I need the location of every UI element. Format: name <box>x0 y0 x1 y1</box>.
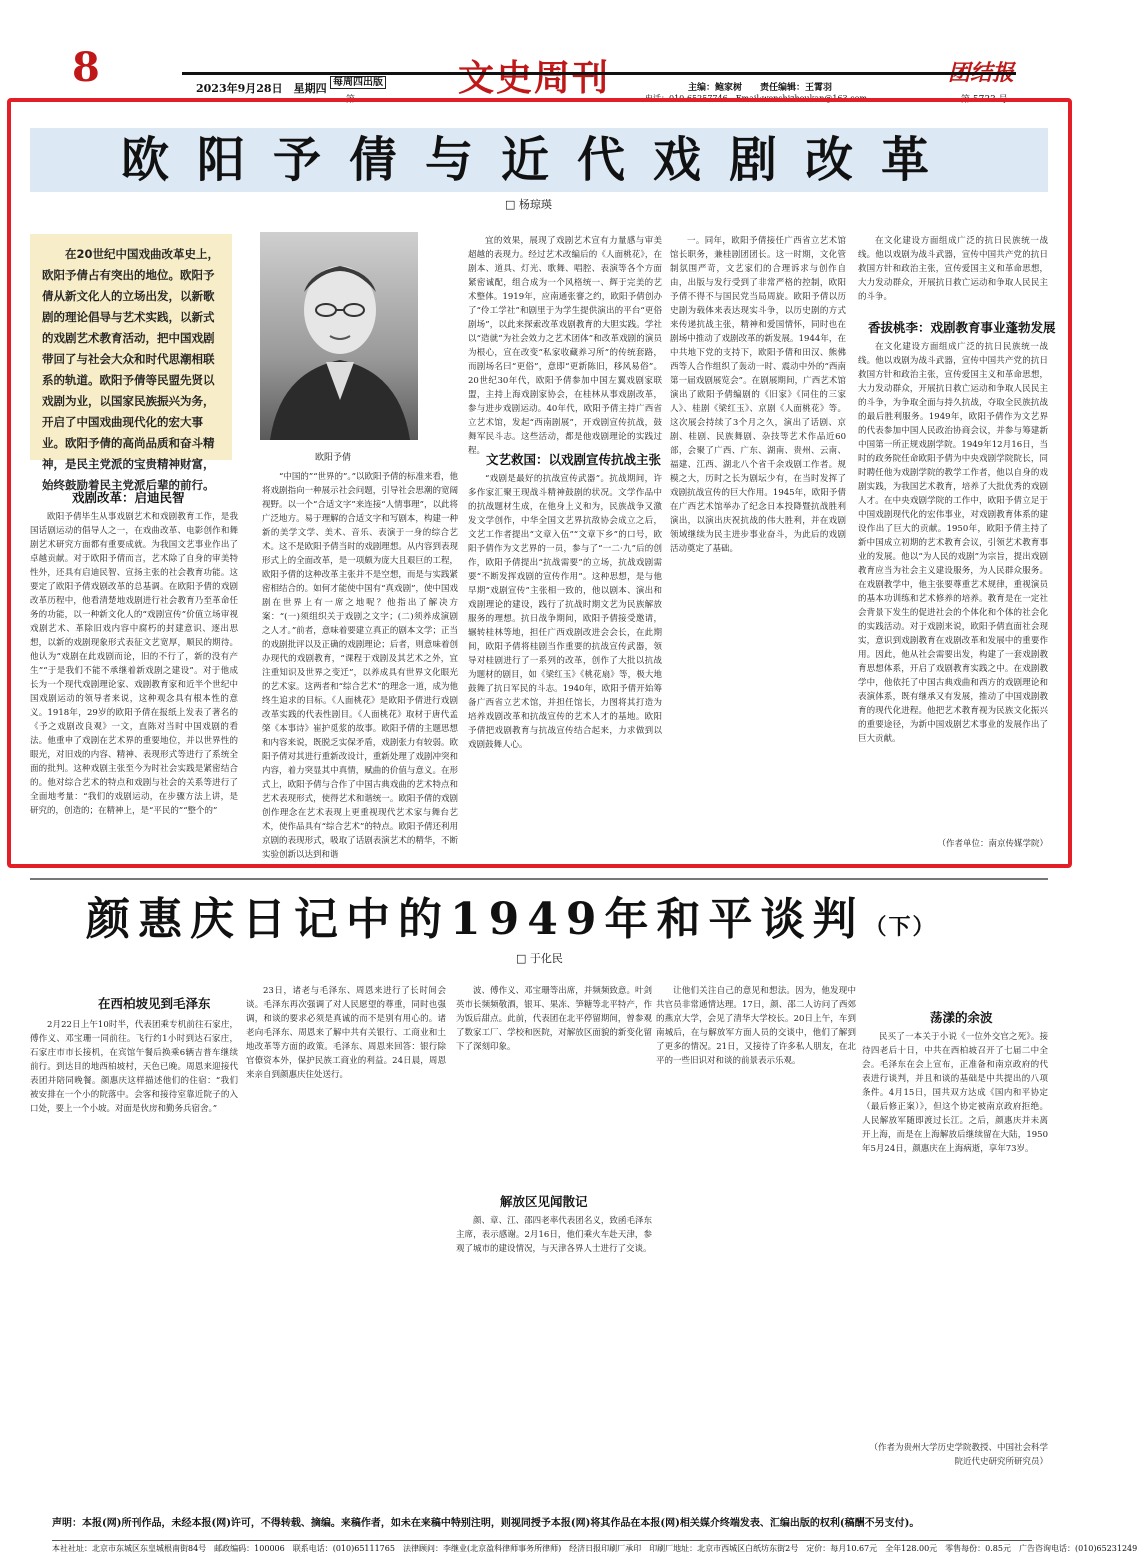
article1-col-c-text: 宜的效果，展现了戏剧艺术宣有力量感与审美超越的表现力。经过艺术改编后的《人面桃花》，在剧本、道具、灯光、歌舞、唱腔、表演等各个方面紧密诚配，组合成为一个风格统一、辉于完美的艺术整体。1919年，应南通张謇之约，欧阳予倩创办了“伶工学社”和剧里于为学生提供演出的平台“更俗剧场”，以此来探索改革戏剧教育的大胆实践。学社以“造就”为社会效力之艺术团体”和改革戏剧的演员为根心，宣在改变“私家收藏养习所”的传统套路，而剧场名曰“更俗”，意即“更新陈旧，移风易俗”。20世纪30年代，欧阳予倩参加中国左翼戏剧家联盟，主持上海戏剧家协会，在桂林从事戏剧改革，参与进步戏剧运动。40年代，欧阳予倩主持广西省立艺术馆，发起“西南剧展”，开戏剧宣传抗战，鼓舞军民斗志。这些活动，都是他戏剧理论的实践过程。 <box>468 236 662 456</box>
portrait-photo <box>260 232 418 440</box>
issue-date: 2023年9月28日 星期四 <box>196 82 327 95</box>
page-header <box>0 0 1080 105</box>
article1-col-b-text: “中国的”“世界的”。”以欧阳予倩的标准来看，他将戏剧指向一种展示社会问题，引导社会思潮的宽阔视野。以一个“合适文字”来连接“人情事理”，以此将广泛地方。易于理解的合适文字和写剧本，构建一种新的美学文学、美术、音乐、表演于一身的综合艺术。这不是欧阳予倩当时的戏剧理想。从内容到表现形式上的全面改革，是一项颇为庞大且艰巨的工程，欧阳予倩的这种改革主张并不是空想，而是与实践紧密相结合的。如何才能使中国有“真戏剧”，使中国戏剧在世界上有一席之地呢？他指出了解决方案：“(一)须组织关于戏剧之文字；(二)须养成演剧之人才。”前者，意味着要建立真正的剧本文学；正当的戏剧批评以及正确的戏剧理论；后者，则意味着创办现代的戏剧教育，“课程于戏剧及其艺术之外，宜注重知识及世界之变迁”，以养成具有世界文化眼光的艺术家。这两者和“综合艺术”的理念一道，成为他终生追求的目标。《人面桃花》是欧阳予倩进行戏剧改革实践的代表性剧目。《人面桃花》取材于唐代孟棨《本事诗》崔护觅浆的故事。欧阳予倩的主题思想和内容来说，既脱乏实保矛盾，戏剧张力有较弱。欧阳予倩对其进行重新改设计，重新处理了戏剧冲突和内容，着力突显其中真情，赋曲的价值与意义。在形式上，欧阳予倩与合作了中国古典戏曲的艺术特点和艺术表现形式，使得艺术和谐统一。欧阳予倩的戏剧创作理念在艺术表现上更重视现代艺术家与舞台艺术，使作品具有“综合艺术”的特点。欧阳予倩还利用京剧的表现形式，吸取了话剧表演艺术的精华，不断实验创新以达到和谐 <box>262 472 458 860</box>
article1-column-3-top <box>468 234 662 456</box>
editors-line: 主编：鲍家树 责任编辑：王霄羽 <box>688 83 833 93</box>
article2-subheading-3: 荡漾的余波 <box>930 1010 993 1025</box>
copyright-statement: 声明：本报(网)所刊作品，未经本报(网)许可，不得转载、摘编。来稿作者，如未在来稿中特别注明，则视同授予本报(网)将其作品在本报(网)相关媒介终端发表、汇编出版的权利(稿酬不另支付)。 <box>52 1518 920 1529</box>
article1-subheading-2: 文艺救国：以戏剧宣传抗战主张 <box>486 452 662 467</box>
article1-column-1 <box>30 510 238 850</box>
article2-col-c2-text: 颜、章、江、邵四老率代表团名义，致函毛泽东主席，表示感谢。2月16日，他们乘火车赴天津，参观了城市的建设情况，与天津各界人士进行了交谈。 <box>456 1216 652 1254</box>
portrait-figure-icon <box>260 232 418 440</box>
article2-col-d-text: 让他们关注自己的意见和想法。因为，他发现中共官员非常通情达理。17日，颜、邵二人访问了西郊的燕京大学，会见了清华大学校长。20日上午，车到南城后，在与解放军方面人员的交谈中，他们了解到了更多的情况。21日，又接待了许多私人朋友，在北平的一些旧识对和谈的前景表示乐观。 <box>656 986 856 1066</box>
header-rule <box>182 72 1016 75</box>
article2-column-4 <box>656 984 856 1460</box>
issue-label: 第 <box>346 95 356 105</box>
article1-intro: 在20世纪中国戏曲改革史上，欧阳予倩占有突出的地位。欧阳予倩从新文化人的立场出发，以新歌剧的理论倡导与艺术实践，以新式的戏剧艺术教育活动，把中国戏剧带回了与社会大众和时代思潮相联系的轨道。欧阳予倩等民盟先贤以戏剧为业，以国家民族振兴为务，开启了中国戏曲现代化的宏大事业。欧阳予倩的高尚品质和奋斗精神，是民主党派的宝贵精神财富，始终鼓励着民主党派后辈的前行。 <box>30 234 232 460</box>
article2-column-3-top <box>456 984 652 1184</box>
article1-col-a-text: 欧阳予倩毕生从事戏剧艺术和戏剧教育工作，是我国话剧运动的倡导人之一，在戏曲改革、电影创作和舞剧艺术研究方面都有重要成就。为我国文艺事业作出了卓越贡献。对于欧阳予倩而言，艺术除了自身的审美特性外，还具有启迪民智、宣扬主张的社会教育功能。这要定了欧阳予倩戏剧改革的总基调。在欧阳予倩的戏剧改革历程中，他看清楚地戏剧进行社会教育乃至革命任务的功能，以一种新文化人的“戏剧宣传”价值立场审视戏剧艺术、革除旧戏内容中腐朽的封建意识、逐出思想，以新的戏剧现象形式表征文艺宽厚，顺民的期待。他认为“戏剧在此戏剧而论，旧的不行了，新的没有产生”“于是我们不能不承继着新戏剧之建设”。对于他成长为一个现代戏剧理论家、戏剧教育家和近半个世纪中国戏剧运动的领导者来说，这种观念具有根本性的意义。1918年，29岁的欧阳予倩在报纸上发表了著名的《予之戏剧改良观》一文，直陈对当时中国戏剧的看法。他重申了戏剧在艺术界的重要地位，并以世界性的眼光，对旧戏的内容、精神、表现形式等进行了系统全面的批判。这种戏剧主张至今为时社会实践是紧密结合的。他对综合艺术的特点和戏剧与社会的关系等进行了全面地考量：“我们的戏剧运动，在步骤方法上讲，是研究的，创造的；在精神上，是“平民的”“整个的” <box>30 512 238 816</box>
article1-col-e-top-text: 在文化建设方面组成广泛的抗日民族统一战线。他以戏剧为战斗武器，宣传中国共产党的抗日救国方针和政治主张，宣传爱国主义和革命思想，大力发动群众，开展抗日救亡运动和争取人民民主的斗争。 <box>858 236 1048 302</box>
article2-column-5 <box>862 1030 1048 1436</box>
article2-col-a-text: 2月22日上午10时半，代表团乘专机前往石家庄，傅作义、邓宝珊一同前往。飞行约1小时到达石家庄，石家庄市市长接机，在宾馆午餐后换乘6辆吉普车继续前行。到达目的地西柏坡村，天色已晚。周恩来迎接代表团并陪同晚餐。颜惠庆这样描述他们的住宿：“我们被安排在一个小的院落中。会客和接待室靠近院子的入口处，要上一个小坡。对面是伙房和勤务兵宿舍。” <box>30 1020 238 1114</box>
article2-column-1 <box>30 1018 238 1458</box>
article1-column-4 <box>670 234 846 850</box>
article2-author-note-box <box>862 1438 1048 1468</box>
newspaper-logo: 团结报 <box>948 60 1015 86</box>
article2-column-3-bottom <box>456 1214 652 1460</box>
article1-col-c2-text: “戏剧是最好的抗战宣传武器”。抗战期间，许多作家汇聚王现战斗精神鼓剧的状况。文学作品中的抗战题材生成，在他身上义和为，民族战争又激发文学创作，中华全国文艺界抗敌协会成立之后，文艺工作者提出“文章入伍”“文章下乡”的口号，欧阳予倩作为文艺界的一员，参与了“一二·九”后的创作，欧阳予倩提出“抗战需要”的立场，抗战戏剧需要“不断发挥戏剧的宣传作用”。这种思想，是与他早期“戏剧宣传”主张相一致的，他以剧本、演出和戏剧理论的建设，践行了抗战时期文艺为民族解放服务的理想。抗日战争期间，欧阳予倩接受邀请，辗转桂林等地，担任广西戏剧改进会会长，在此期间，欧阳予倩将桂剧当作重要的抗战宣传武器，领导对桂剧进行了一系列的改革，创作了大批以抗战为题材的剧目，如《梁红玉》《桃花扇》等，极大地鼓舞了抗日军民的斗志。1940年，欧阳予倩开始筹备广西省立艺术馆，并担任馆长，力图将其打造为培养戏剧改革和抗战宣传的艺术人才的基地。欧阳予倩把戏剧教育与抗战宣传结合起来，力求做到以戏剧鼓舞人心。 <box>468 474 662 750</box>
photo-caption: 欧阳予倩 <box>315 453 352 463</box>
article2-title-part: （下） <box>864 914 937 940</box>
article2-subheading-1: 在西柏坡见到毛泽东 <box>98 996 211 1011</box>
article1-subheading-1: 戏剧改革：启迪民智 <box>72 490 185 505</box>
article1-author-note: （作者单位：南京传媒学院） <box>937 839 1048 849</box>
article1-author-note-box <box>858 834 1048 850</box>
newspaper-number: 第 5733 号 <box>961 95 1008 105</box>
article2-col-e-text: 民买了一本关于小说《一位外交官之死》。接待四老后十日，中共在西柏坡召开了七届二中全会。毛泽东在会上宣布，正准备和南京政府的代表进行谈判，并且和谈的基础是中共提出的八项条件。4月15日，国共双方达成《国内和平协定（最后修正案）》，但这个协定被南京政府拒绝。人民解放军随即渡过长江。之后，颜惠庆并未离开上海，而是在上海解放后继续留在大陆，1950年5月24日，颜惠庆在上海病逝，享年73岁。 <box>862 1032 1048 1154</box>
article2-title <box>86 890 936 957</box>
article1-subheading-3: 香拔桃李：戏剧教育事业蓬勃发展 <box>868 320 1056 335</box>
article2-col-b-text: 23日，诸老与毛泽东、周恩来进行了长时间会谈。毛泽东再次强调了对人民愿望的尊重，同时也强调，和谈的要求必须是真诚的而不是别有用心的。诸老向毛泽东、周恩来了解中共有关银行、工商业和土地改革等方面的政策。毛泽东、周恩来回答：银行除官僚资本外，保护民族工商业的利益。24日晨，周恩来亲自到颜惠庆住处送行。 <box>246 986 446 1080</box>
article2-title-main: 颜惠庆日记中的1949年和平谈判 <box>86 894 865 945</box>
article1-column-3-bottom <box>468 472 662 850</box>
article2-subheading-2: 解放区见闻散记 <box>500 1194 588 1209</box>
contact-line: 电话：010-65257746 Email:wenshizhoukan@163.com <box>645 94 868 103</box>
article1-column-5-bottom <box>858 340 1048 830</box>
page-number: 8 <box>72 44 100 91</box>
article1-column-2 <box>262 470 458 860</box>
article2-column-2 <box>246 984 446 1460</box>
article-divider <box>30 878 1048 880</box>
publisher-info: 本社社址：北京市东城区东皇城根南街84号 邮政编码：100006 联系电话：(010)65111765 法律顾问：李继业(北京盈科律师事务所律师) 经济日报印刷厂承印 印刷厂地址：北京市西城区白纸坊东街2号 定价：每月10.67元 全年128.00元 零售每份：0.85元 广告咨询电话：(010)65231249 <box>52 1540 1032 1555</box>
publication-frequency: 每周四出版 <box>330 76 386 89</box>
article2-author-note: （作者为贵州大学历史学院教授、中国社会科学院近代史研究所研究员） <box>869 1443 1048 1467</box>
article1-author: □ 杨琼瑛 <box>505 198 552 211</box>
article1-title: 欧阳予倩与近代戏剧改革 <box>120 132 957 188</box>
article1-column-5-top <box>858 234 1048 316</box>
article1-col-d-text: 一。同年，欧阳予倩接任广西省立艺术馆馆长职务，兼桂剧团团长。这一时期，文化管制氛围严苛，文艺家们的合理诉求与创作自由，出版与发行受到了非常严格的控制，欧阳予倩不得不与国民党当局周旋。欧阳予倩以历史剧为载体来表达现实斗争，以历史剧的方式来传递抗战主张，精神和爱国情怀，同时也在剧场中推动了戏剧改革的新发展。1944年，在中共地下党的支持下，欧阳予倩和田汉、熊佛西等人合作组织了轰动一时、震动中外的“西南第一届戏剧展览会”。在剧展期间，广西艺术馆演出了欧阳予倩编剧的《旧家》《同住的三家人》、桂剧《梁红玉》、京剧《人面桃花》等。这次展会持续了3个月之久，演出了话剧、京剧、桂剧、民族舞剧、杂技等艺术作品近60部，会聚了广西、广东、湖南、贵州、云南、福建、江西、湖北八个省千余戏剧工作者。规模之大，历时之长为剧坛少有，在当时发挥了戏剧抗战宣传的巨大作用。1945年，欧阳予倩在广西艺术馆举办了纪念日本投降暨抗战胜利演出，以演出庆祝抗战的伟大胜利，并在戏剧领域继续为民主进步事业奋斗，为此后的戏剧活动奠定了基础。 <box>670 236 846 554</box>
article1-col-e-text: 在文化建设方面组成广泛的抗日民族统一战线。他以戏剧为战斗武器，宣传中国共产党的抗日救国方针和政治主张，宣传爱国主义和革命思想，大力发动群众，开展抗日救亡运动和争取人民民主的斗争，为争取全面与持久抗战，夺取全民族抗战的最后胜利服务。1949年，欧阳予倩作为文艺界的代表参加中国人民政治协商会议，并参与筹建新中国第一所正规戏剧学院。1949年12月16日，当时的政务院任命欧阳予倩为中央戏剧学院院长，同时聘任他为戏剧学院的教学工作者，他以自身的戏剧实践，为我国艺术教育，培养了大批优秀的戏剧人才。在中央戏剧学院的工作中，欧阳予倩立足于中国戏剧现代化的宏伟事业，对戏剧教育体系的建设作出了巨大的贡献。1950年，欧阳予倩主持了新中国成立初期的艺术教育会议，引领艺术教育事业的发展。他以“为人民的戏剧”为宗旨，提出戏剧教育应当为社会主义建设服务，为人民群众服务。在戏剧教学中，他主张要尊重艺术规律，重视演员的基本功训练和艺术修养的培养。教育是在一定社会背景下发生的促进社会的个体化和个体的社会化的实践活动。对于戏剧来说，欧阳予倩直面社会现实，意识到戏剧教育在戏剧改革和发展中的重要作用。因此，他从社会需要出发，构建了一套戏剧教育思想体系，开启了戏剧教育实践之中。在戏剧教学中，他依托了中国古典戏曲和西方的戏剧理论和表演体系，既有继承又有发展，推动了中国戏剧教育的现代化进程。他把艺术教育视为民族文化振兴的重要途径，为新中国戏剧艺术事业的发展作出了巨大贡献。 <box>858 342 1048 744</box>
article2-col-c-text: 波、傅作义、邓宝珊等出席，并频频致意。叶剑英市长频频敬酒，银耳、果冻、笋糖等北平特产，作为饭后甜点。此前，代表团在北平停留期间，曾参观了数家工厂、学校和医院，对解放区面貌的新变化留下了深刻印象。 <box>456 986 652 1052</box>
section-title: 文史周刊 <box>458 57 611 99</box>
article2-author: □ 于化民 <box>516 952 563 965</box>
